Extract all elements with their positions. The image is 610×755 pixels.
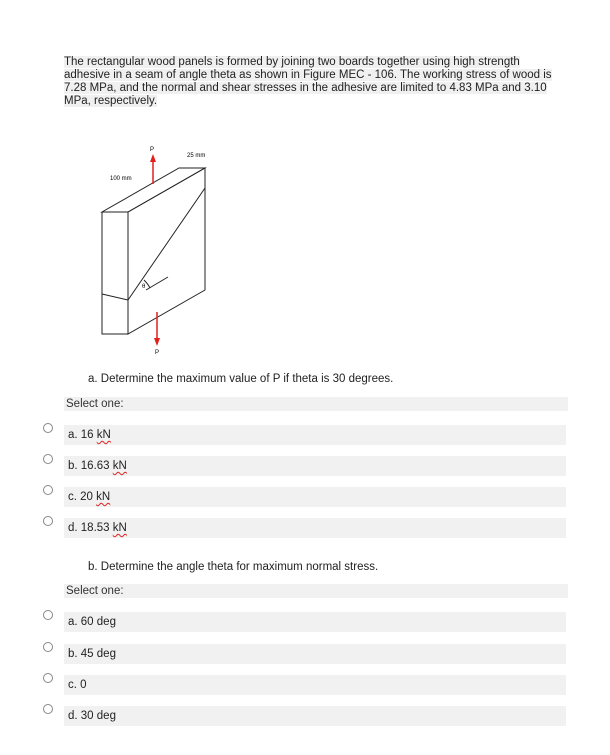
q1-option-b-prefix: b. 16.63 — [68, 460, 113, 472]
q1-option-a[interactable] — [64, 425, 566, 445]
q2-option-b[interactable]: b. 45 deg — [64, 644, 566, 664]
q1-option-d-unit: kN — [112, 522, 127, 534]
q1-option-d-radio[interactable] — [43, 516, 53, 526]
q1-option-d-prefix: d. 18.53 — [68, 522, 113, 534]
q1-option-a-prefix: a. 16 — [68, 429, 97, 441]
q2-option-b-radio[interactable] — [43, 642, 53, 652]
question-b-select-label: Select one: — [64, 584, 568, 598]
q1-option-b-radio[interactable] — [43, 454, 53, 464]
seam-front-line — [102, 294, 128, 300]
label-p-top: P — [150, 147, 155, 153]
q1-option-a-unit: kN — [96, 429, 111, 441]
q1-option-a-radio[interactable] — [43, 423, 53, 433]
q1-option-b[interactable] — [64, 456, 566, 476]
q1-option-c[interactable] — [64, 487, 566, 507]
question-a-text: a. Determine the maximum value of P if theta is 30 degrees. — [88, 373, 394, 385]
theta-reference-line — [146, 277, 168, 290]
q1-option-b-unit: kN — [112, 460, 127, 472]
label-theta: θ — [142, 284, 146, 290]
q1-option-c-unit: kN — [96, 491, 111, 503]
figure-mec-106 — [64, 140, 384, 360]
question-a-select-label: Select one: — [64, 397, 568, 411]
q1-option-c-radio[interactable] — [43, 485, 53, 495]
seam-diagonal — [128, 188, 205, 300]
question-b-text: b. Determine the angle theta for maximum normal stress. — [88, 561, 379, 573]
panel-front-face — [102, 212, 128, 334]
label-width: 100 mm — [110, 176, 132, 182]
q2-option-c[interactable]: c. 0 — [64, 675, 566, 695]
label-p-bottom: P — [155, 350, 160, 356]
q1-option-d[interactable] — [64, 518, 566, 538]
q2-option-d[interactable]: d. 30 deg — [64, 706, 566, 726]
problem-statement — [64, 56, 564, 108]
load-arrow-bottom — [154, 312, 160, 346]
problem-text: The rectangular wood panels is formed by joining two boards together using high strength adhesive in a seam of angle theta as shown in Figure MEC - 106. The working stress of wood is 7.28 MPa, and the normal and shear stresses in the adhesive are limited to 4.83 MPa and 3.10 MPa, respectively. — [64, 56, 552, 107]
q2-option-c-radio[interactable] — [43, 673, 53, 683]
panel-side-face — [128, 168, 205, 334]
label-thickness: 25 mm — [187, 153, 206, 159]
q2-option-d-radio[interactable] — [43, 704, 53, 714]
q1-option-c-prefix: c. 20 — [68, 491, 97, 503]
load-arrow-top — [150, 154, 156, 184]
q2-option-a[interactable]: a. 60 deg — [64, 612, 566, 632]
q2-option-a-radio[interactable] — [43, 610, 53, 620]
